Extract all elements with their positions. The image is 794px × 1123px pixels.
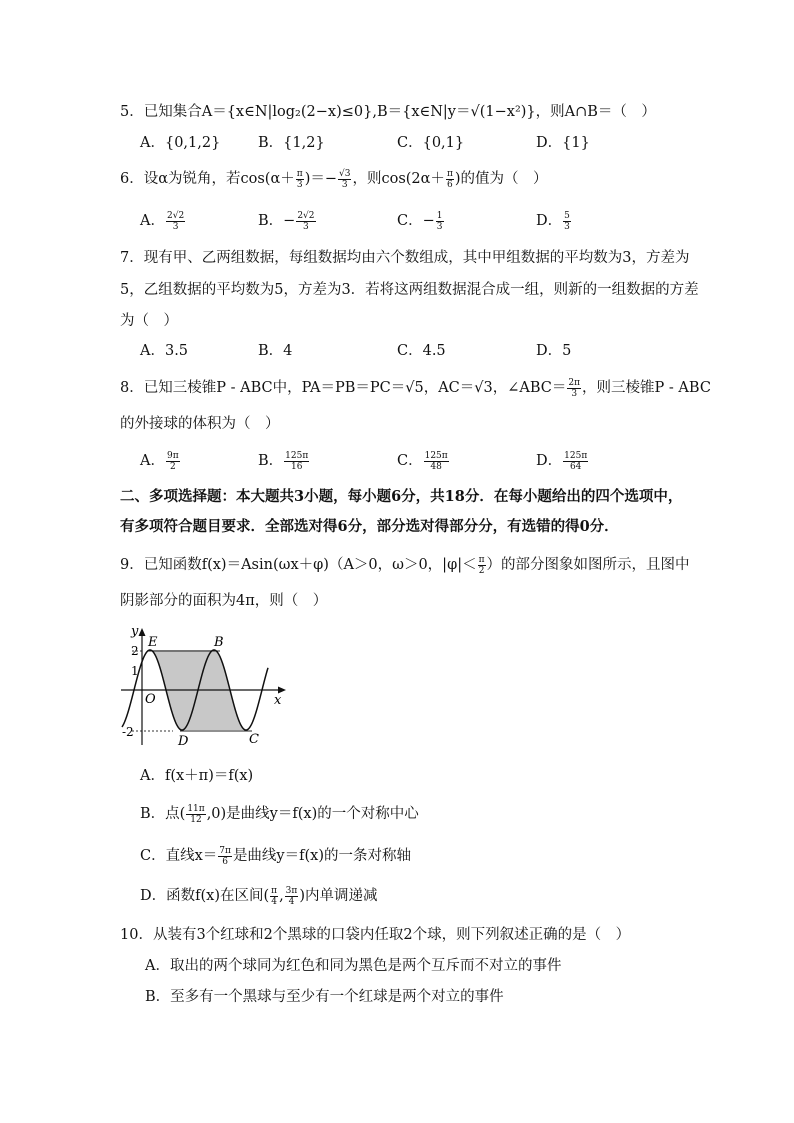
label-d: D	[178, 734, 189, 749]
q9-line1-suffix: ）的部分图象如图所示，且图中	[486, 557, 690, 573]
q6-frac-pi3: $\frac{\pi}{3}$	[296, 168, 303, 190]
y-axis-arrow	[139, 628, 146, 636]
label-neg2: -2	[122, 725, 134, 739]
q9-frac-pi2: $\frac{\pi}{2}$	[478, 554, 485, 576]
label-o: O	[145, 692, 156, 707]
q9-option-a[interactable]: A．f(x＋π)＝f(x)	[140, 768, 254, 784]
q5-options	[140, 132, 740, 154]
q5-option-b[interactable]: B．{1,2}	[258, 135, 325, 151]
q6-option-d[interactable]: D． $\frac{5}{3}$	[536, 210, 570, 232]
q6-stem-mid2: ，则cos(2α＋	[352, 171, 445, 187]
q6-stem	[120, 168, 548, 190]
q8-options	[140, 450, 740, 472]
q6-frac-pi6: $\frac{\pi}{6}$	[446, 168, 453, 190]
q8-option-a[interactable]: A． $\frac{9\pi}{2}$	[140, 450, 179, 472]
label-b: B	[214, 635, 224, 650]
q7-line2: 5，乙组数据的平均数为5，方差为3．若将这两组数据混合成一组，则新的一组数据的方差	[120, 282, 699, 298]
label-y: y	[131, 624, 139, 639]
q6-option-c[interactable]: C．− $\frac{1}{3}$	[397, 210, 443, 232]
q7-option-a[interactable]: A．3.5	[140, 343, 189, 359]
q7-option-b[interactable]: B．4	[258, 343, 293, 359]
q9-line2: 阴影部分的面积为4π，则（ ）	[120, 593, 328, 609]
q7-option-c[interactable]: C．4.5	[397, 343, 446, 359]
label-1: 1	[131, 664, 139, 678]
q6-frac-sqrt3: $\frac{√3}{3}$	[339, 168, 351, 190]
q8-option-b[interactable]: B． $\frac{125\pi}{16}$	[258, 450, 309, 472]
q7-option-d[interactable]: D．5	[536, 343, 572, 359]
label-c: C	[249, 732, 259, 747]
q6-stem-mid1: )＝−	[304, 171, 337, 187]
q8-line2: 的外接球的体积为（ ）	[120, 416, 280, 432]
q6-stem-prefix: 6．设α为锐角，若cos(α＋	[120, 171, 295, 187]
q8-line1	[120, 377, 711, 399]
q5-option-c[interactable]: C．{0,1}	[397, 135, 465, 151]
q9-option-b[interactable]: B．点( $\frac{11\pi}{12}$ ,0)是曲线y＝f(x)的一个对称中心	[140, 803, 419, 825]
q9-option-d[interactable]: D．函数f(x)在区间( $\frac{\pi}{4}$ , $\frac{3\pi}{4}$ )内单调递减	[140, 885, 378, 907]
q9-option-c[interactable]: C．直线x＝ $\frac{7\pi}{6}$ 是曲线y＝f(x)的一条对称轴	[140, 845, 411, 867]
q9-line1-prefix: 9．已知函数f(x)＝Asin(ωx＋φ)（A＞0，ω＞0，|φ|＜	[120, 557, 477, 573]
label-e: E	[148, 635, 158, 650]
q7-line1: 7．现有甲、乙两组数据，每组数据均由六个数组成，其中甲组数据的平均数为3，方差为	[120, 250, 690, 266]
q10-option-b[interactable]: B．至多有一个黑球与至少有一个红球是两个对立的事件	[145, 989, 504, 1005]
q8-option-c[interactable]: C． $\frac{125\pi}{48}$	[397, 450, 448, 472]
q6-options	[140, 210, 740, 232]
sine-graph-figure	[118, 620, 298, 750]
q8-line1-suffix: ，则三棱锥P - ABC	[582, 380, 711, 396]
label-x: x	[274, 693, 282, 708]
q6-stem-suffix: )的值为（ ）	[454, 171, 548, 187]
q5-option-d[interactable]: D．{1}	[536, 135, 590, 151]
q7-options	[140, 340, 740, 362]
q8-frac-2pi3: $\frac{2\pi}{3}$	[568, 377, 581, 399]
q9-line1	[120, 554, 690, 576]
q10-option-a[interactable]: A．取出的两个球同为红色和同为黑色是两个互斥而不对立的事件	[145, 958, 562, 974]
label-2: 2	[131, 644, 139, 658]
q5-stem: 5．已知集合A＝{x∈N|log₂(2−x)≤0},B＝{x∈N|y＝√(1−x²)}，则A∩B＝（ ）	[120, 104, 656, 120]
q8-line1-prefix: 8．已知三棱锥P - ABC中，PA＝PB＝PC＝√5，AC＝√3，∠ABC＝	[120, 380, 567, 396]
section2-line1: 二、多项选择题：本大题共3小题，每小题6分，共18分．在每小题给出的四个选项中，	[120, 488, 683, 505]
q6-option-a[interactable]: A． $\frac{2√2}{3}$	[140, 210, 185, 232]
section2-line2: 有多项符合题目要求．全部选对得6分，部分选对得部分分，有选错的得0分．	[120, 518, 619, 535]
q6-option-b[interactable]: B．− $\frac{2√2}{3}$	[258, 210, 315, 232]
q5-option-a[interactable]: A．{0,1,2}	[140, 135, 221, 151]
q10-stem: 10．从装有3个红球和2个黑球的口袋内任取2个球，则下列叙述正确的是（ ）	[120, 927, 631, 943]
q7-line3: 为（ ）	[120, 313, 178, 329]
q8-option-d[interactable]: D． $\frac{125\pi}{64}$	[536, 450, 588, 472]
